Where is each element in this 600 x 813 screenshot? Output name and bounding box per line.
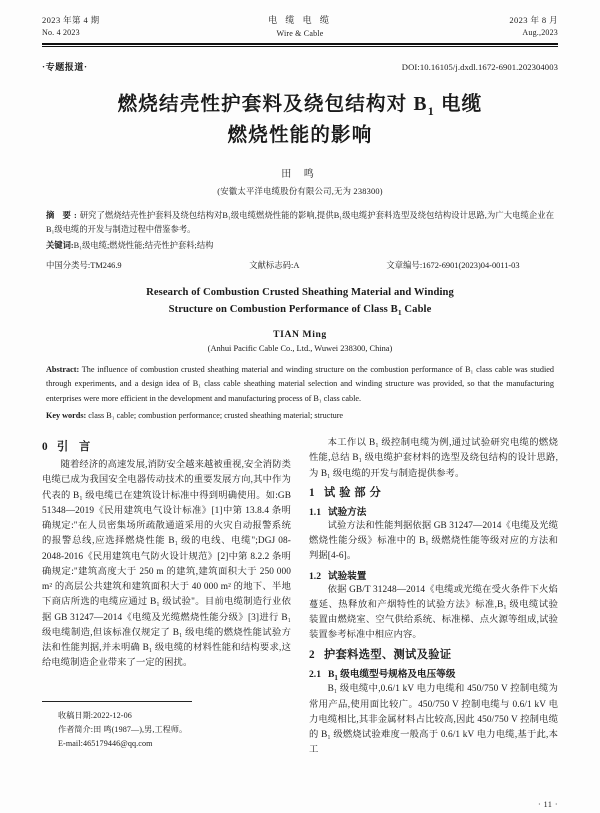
section-2-number: 2 xyxy=(309,648,315,661)
section-0-title: 引 言 xyxy=(57,441,95,454)
title-en-line1: Research of Combustion Crusted Sheathing Material and Winding xyxy=(146,286,454,298)
subsection-heading-1-2 xyxy=(309,568,558,582)
abstract-en xyxy=(42,363,558,407)
page-number: · 11 · xyxy=(537,800,558,809)
column-right xyxy=(309,436,558,758)
running-head-center xyxy=(214,14,386,40)
subsection-1-2-paragraph: 依据 GB/T 31248—2014《电缆或光缆在受火条件下火焰蔓延、热释放和产烟特性的试验方法》标准,B₁ 级电缆试验装置由燃烧室、空气供给系统、标准梯、点火源等组成,试验装置参考标准中相应内容。 xyxy=(309,584,558,641)
article-category: ·专题报道· xyxy=(42,62,88,73)
subsection-1-2-title: 试验装置 xyxy=(328,570,367,582)
author-cn: 田 鸣 xyxy=(281,169,319,181)
section-0-paragraph: 随着经济的高速发展,消防安全越来越被重视,安全消防类电缆已成为我国安全电器传动技术的重要发展方向,其中作为代表的 B₁ 级电缆已在建筑设计标准中得到明确使用。如:GB 51348—2019《民用建筑电气设计标准》[1]中第 13.8.4 条明确规定:"在人员密集场所疏散通道采用的火灾自动报警系统的报警总线,应选择燃烧性能 B₁ 级的电线、电缆";DGJ 08-2048-2016《民用建筑电气防火设计规范》[2]中第 8.2.2 条明确规定:"建筑高度大于 250 m 的建筑,建筑面积大于 250 000 m² 的高层公共建筑和建筑面积大于 40 000 m² 的地下、半地下商店所选的电缆应通过 B₁ 级试验"。目前电缆制造行业依据 GB 31247—2014《电缆及光缆燃烧性能分级》[3]进行 B₁ 级电缆制造,但该标准仅规定了 B₁ 级电缆的燃烧性能试验方法和性能判据,并未明确 B₁ 级电缆的材料性能和结构要求,这给电缆制造企业带来了一定的困扰。 xyxy=(42,460,291,669)
subsection-2-1-title-b: 级电缆型号规格及电压等级 xyxy=(337,668,456,680)
publish-date-cn: 2023 年 8 月 xyxy=(509,15,558,25)
article-id: 文章编号:1672-6901(2023)04-0011-03 xyxy=(386,260,520,270)
section-heading-1 xyxy=(309,484,558,500)
keywords-en-text: class B₁ cable; combustion performance; crusted sheathing material; structure xyxy=(86,410,344,420)
keywords-cn xyxy=(42,239,558,253)
abstract-cn-text: 研究了燃烧结壳性护套料及绕包结构对B₁级电缆燃烧性能的影响,提供B₁级电缆护套料选型及绕包结构设计思路,为广大电缆企业在B₁级电缆的开发与制造过程中借鉴参考。 xyxy=(46,211,554,235)
subsection-1-1-paragraph: 试验方法和性能判据依据 GB 31247—2014《电缆及光缆燃烧性能分级》标准中的 B₁ 级燃烧性能等级对应的方法和判据[4-6]。 xyxy=(309,520,558,562)
title-cn-subscript: 1 xyxy=(427,104,435,119)
title-cn-line1-a: 燃烧结壳性护套料及绕包结构对 B xyxy=(117,94,428,116)
title-cn-line1-b: 电缆 xyxy=(434,94,483,116)
running-head-left xyxy=(42,14,214,40)
subsection-heading-1-1 xyxy=(309,504,558,518)
title-en-line2-a: Structure on Combustion Performance of Class B xyxy=(168,304,398,316)
affiliation-cn: (安徽太平洋电缆股份有限公司,无为 238300) xyxy=(217,187,383,197)
section-heading-2 xyxy=(309,646,558,662)
subsection-2-1-title-a: B xyxy=(328,668,335,680)
issue-year-cn: 2023 年第 4 期 xyxy=(42,15,100,25)
section-0-number: 0 xyxy=(42,441,48,454)
document-code: 文献标志码:A xyxy=(249,260,300,270)
journal-name-en: Wire & Cable xyxy=(276,28,324,38)
subsection-2-1-subscript: 1 xyxy=(334,673,338,682)
subsection-2-1-number: 2.1 xyxy=(309,668,321,680)
title-cn-line1 xyxy=(42,90,558,120)
publish-date-en: Aug.,2023 xyxy=(522,28,558,38)
subsection-heading-2-1 xyxy=(309,666,558,682)
author-bio: 作者简介:田 鸣(1987—),男,工程师。 xyxy=(58,724,188,734)
subsection-1-1-number: 1.1 xyxy=(309,506,321,518)
abstract-en-label: Abstract: xyxy=(46,364,80,374)
abstract-cn xyxy=(42,209,558,238)
clc-number: 中国分类号:TM246.9 xyxy=(46,260,122,270)
title-en-line2 xyxy=(42,301,558,319)
subsection-2-1-paragraph: B₁ 级电缆中,0.6/1 kV 电力电缆和 450/750 V 控制电缆为常用产品,使用面比较广。450/750 V 控制电缆与 0.6/1 kV 电力电缆相比,其非金属材料占比较高,因此 450/750 V 控制电缆的 B₁ 级燃烧试验难度一般高于 0.6/1 kV 电力电缆,基于此,本工 xyxy=(309,684,558,756)
running-head xyxy=(42,14,558,40)
subsection-1-2-number: 1.2 xyxy=(309,570,321,582)
title-cn-line2: 燃烧性能的影响 xyxy=(227,124,373,146)
keywords-cn-label: 关键词: xyxy=(46,240,74,250)
intro-continuation-paragraph: 本工作以 B₁ 级控制电缆为例,通过试验研究电缆的燃烧性能,总结 B₁ 级电缆护套材料的选型及绕包结构的设计思路,为 B₁ 级电缆的开发与制造提供参考。 xyxy=(309,438,558,479)
affiliation-en: (Anhui Pacific Cable Co., Ltd., Wuwei 238300, China) xyxy=(207,343,393,353)
abstract-en-text: The influence of combustion crusted sheathing material and winding structure on the combustion performance of B₁ class cable was studied through experiments, and a design idea of B₁ class cable sheathing material selection and winding structure was provided, so that the manufacturing enterprises were more efficient in the development and manufacturing process of B₁ class cable. xyxy=(46,364,554,403)
author-email: E-mail:465179446@qq.com xyxy=(58,738,153,748)
keywords-en xyxy=(42,409,558,424)
keywords-cn-text: B₁级电缆;燃烧性能;结壳性护套料;结构 xyxy=(73,240,214,250)
category-doi-line xyxy=(42,60,558,73)
section-1-number: 1 xyxy=(309,486,315,499)
section-heading-0 xyxy=(42,438,291,454)
keywords-en-label: Key words: xyxy=(46,410,87,420)
received-date: 收稿日期:2022-12-06 xyxy=(58,710,132,720)
issue-number-en: No. 4 2023 xyxy=(42,28,80,38)
footnote-divider xyxy=(42,701,192,702)
column-left xyxy=(42,436,291,758)
section-2-title: 护套料选型、测试及验证 xyxy=(324,648,452,661)
body-columns xyxy=(42,436,558,758)
header-divider xyxy=(42,43,558,45)
title-cn xyxy=(42,90,558,151)
classification-line xyxy=(42,259,558,271)
title-en-subscript: 1 xyxy=(397,308,402,318)
subsection-1-1-title: 试验方法 xyxy=(328,506,367,518)
section-1-title: 试验部分 xyxy=(324,486,385,499)
title-en-line2-b: Cable xyxy=(401,304,432,316)
title-en xyxy=(42,284,558,320)
author-en: TIAN Ming xyxy=(273,328,327,340)
abstract-cn-label: 摘 要: xyxy=(46,211,80,221)
running-head-right xyxy=(386,14,558,40)
journal-name-cn: 电 缆 电 缆 xyxy=(268,15,332,25)
doi-text: DOI:10.16105/j.dxdl.1672-6901.202304003 xyxy=(401,62,558,73)
footnote-block xyxy=(42,701,256,751)
